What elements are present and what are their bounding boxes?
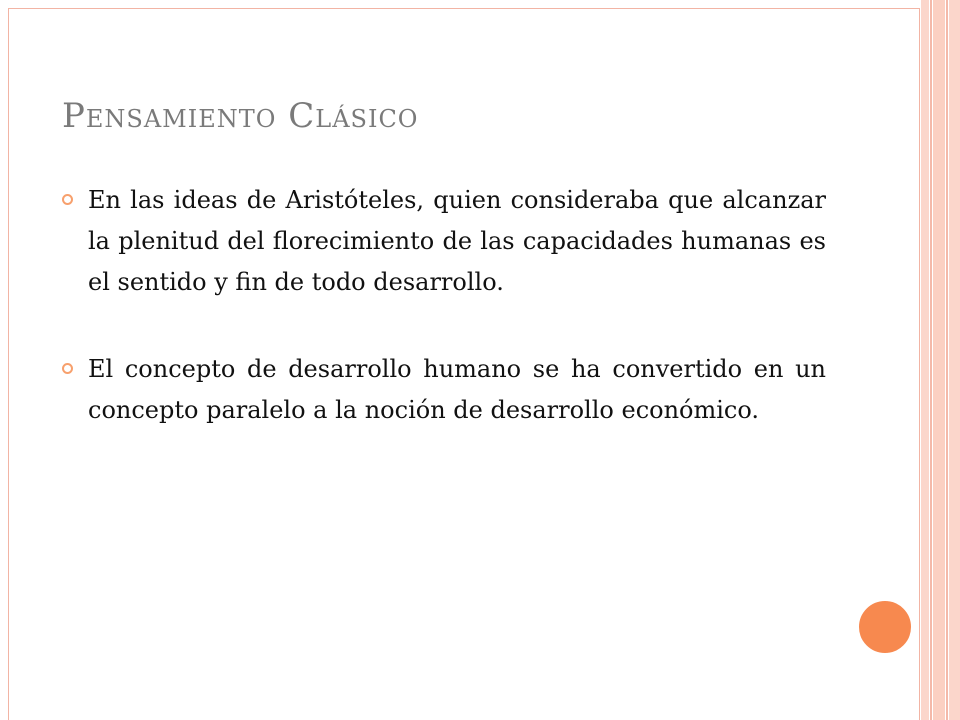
bullet-item: [62, 349, 826, 431]
bullet-circle-icon: [62, 363, 73, 374]
decorative-stripe: [946, 0, 948, 720]
decorative-stripe: [933, 0, 945, 720]
bullet-text: En las ideas de Aristóteles, quien consideraba que alcanzar la plenitud del florecimiento de las capacidades humanas es el sentido y fin de todo desarrollo.: [88, 186, 826, 296]
decorative-stripe: [921, 0, 929, 720]
slide-title: Pensamiento Clásico: [62, 96, 419, 136]
decorative-circle-icon: [856, 598, 914, 656]
bullet-list: [62, 180, 826, 431]
bullet-item: [62, 180, 826, 303]
decorative-stripe: [930, 0, 932, 720]
decorative-stripe: [949, 0, 960, 720]
bullet-circle-icon: [62, 194, 73, 205]
bullet-text: El concepto de desarrollo humano se ha convertido en un concepto paralelo a la noción de desarrollo económico.: [88, 355, 826, 424]
